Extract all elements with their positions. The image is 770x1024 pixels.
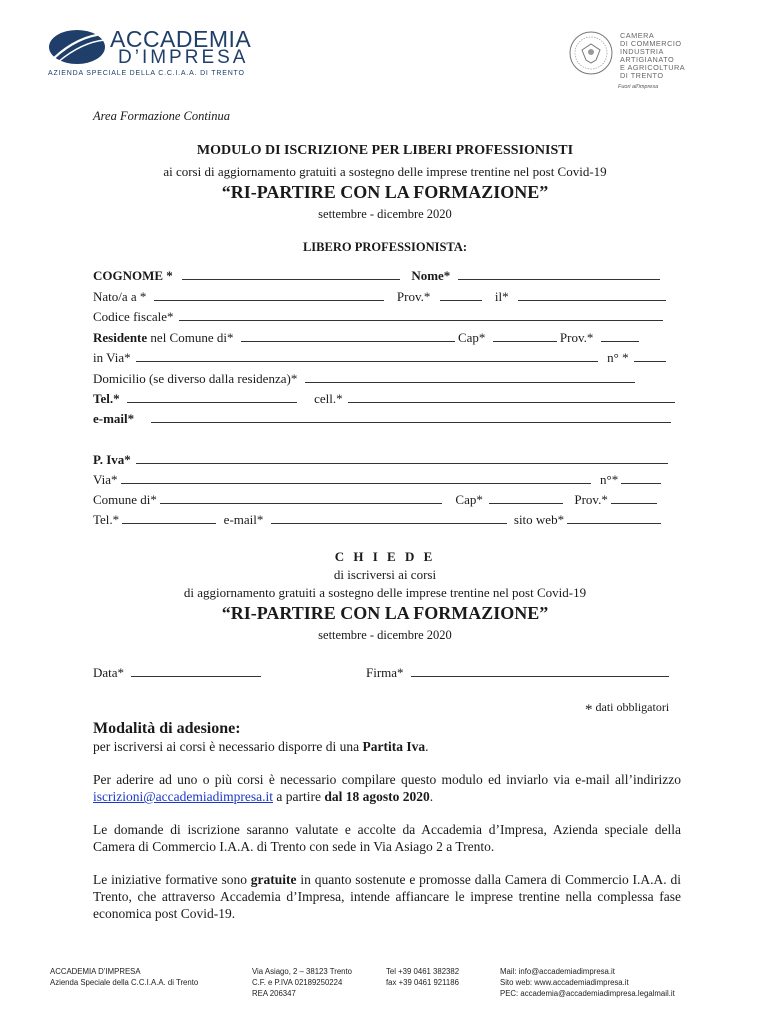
footer-pec[interactable]: PEC: accademia@accademiadimpresa.legalmail.it bbox=[500, 989, 675, 998]
data-label: Data* bbox=[93, 665, 125, 680]
obbligatori-text: dati obbligatori bbox=[595, 700, 670, 714]
chiede-line2: di aggiornamento gratuiti a sostegno delle imprese trentine nel post Covid-19 bbox=[183, 585, 587, 600]
data-field[interactable] bbox=[131, 665, 261, 677]
nato-field[interactable] bbox=[154, 289, 384, 301]
cap2-label: Cap* bbox=[455, 492, 483, 507]
modalita-p1: per iscriversi ai corsi è necessario disporre di una Partita Iva. bbox=[93, 739, 429, 754]
modalita-title: Modalità di adesione: bbox=[93, 720, 241, 737]
accademia-logo bbox=[48, 26, 252, 78]
il-label: il* bbox=[494, 289, 509, 304]
sito-label: sito web* bbox=[513, 512, 565, 527]
cognome-field[interactable] bbox=[182, 268, 400, 280]
dati-obbligatori-note bbox=[585, 700, 669, 719]
email2-field[interactable] bbox=[271, 512, 507, 524]
program-title: “RI-PARTIRE CON LA FORMAZIONE” bbox=[221, 182, 549, 202]
firma-field[interactable] bbox=[411, 665, 669, 677]
iscrizioni-email-link[interactable]: iscrizioni@accademiadimpresa.it bbox=[93, 789, 273, 804]
email2-label: e-mail* bbox=[223, 512, 264, 527]
form-row-cf bbox=[93, 309, 675, 325]
camera-text: CAMERA DI COMMERCIO INDUSTRIA ARTIGIANATO E AGRICOLTURA DI TRENTO bbox=[620, 31, 686, 80]
via-label: in Via* bbox=[93, 350, 131, 365]
chiede-line1: di iscriversi ai corsi bbox=[333, 567, 437, 582]
eagle-seal-icon bbox=[568, 30, 614, 76]
il-field[interactable] bbox=[518, 289, 666, 301]
prov2-label: Prov.* bbox=[559, 330, 594, 345]
data-row bbox=[93, 665, 293, 681]
form-row-cognome bbox=[93, 268, 675, 284]
tel-field[interactable] bbox=[127, 391, 297, 403]
comune2-label: Comune di* bbox=[93, 492, 157, 507]
prov-label: Prov.* bbox=[396, 289, 431, 304]
footer-website[interactable]: Sito web: www.accademiadimpresa.it bbox=[500, 978, 629, 987]
domicilio-field[interactable] bbox=[305, 371, 635, 383]
piva-field[interactable] bbox=[136, 452, 668, 464]
cell-field[interactable] bbox=[348, 391, 675, 403]
sito-field[interactable] bbox=[567, 512, 661, 524]
tel-label: Tel.* bbox=[93, 391, 120, 406]
chiede-heading: C H I E D E bbox=[334, 549, 436, 564]
numero2-label: n°* bbox=[600, 472, 619, 487]
residente-label: Residente bbox=[93, 330, 148, 345]
form-row-domicilio bbox=[93, 371, 675, 387]
prov3-label: Prov.* bbox=[574, 492, 608, 507]
domicilio-label: Domicilio (se diverso dalla residenza)* bbox=[93, 371, 298, 386]
form-row-tel bbox=[93, 391, 675, 407]
form-row-comune2 bbox=[93, 492, 675, 508]
comune2-field[interactable] bbox=[160, 492, 442, 504]
gratuite-text: gratuite bbox=[250, 872, 297, 887]
email-label: e-mail* bbox=[93, 411, 135, 426]
logo-word-impresa: D’IMPRESA bbox=[118, 47, 249, 68]
nome-label: Nome* bbox=[411, 268, 451, 283]
footer-mail[interactable]: Mail: info@accademiadimpresa.it bbox=[500, 967, 615, 976]
comune-field[interactable] bbox=[241, 330, 455, 342]
partita-iva-text: Partita Iva bbox=[362, 739, 426, 754]
page-title: MODULO DI ISCRIZIONE PER LIBERI PROFESSIONISTI bbox=[196, 143, 574, 158]
program-period: settembre - dicembre 2020 bbox=[318, 207, 452, 221]
firma-row bbox=[366, 665, 678, 681]
cap-field[interactable] bbox=[493, 330, 557, 342]
chiede-period: settembre - dicembre 2020 bbox=[318, 628, 452, 642]
accademia-logo-icon bbox=[48, 28, 106, 66]
footer-col-phone: Tel +39 0461 382382 fax +39 0461 921186 bbox=[386, 967, 460, 987]
form-row-nato bbox=[93, 289, 675, 305]
numero-field[interactable] bbox=[634, 350, 666, 362]
modalita-p3: Le domande di iscrizione saranno valutate e accolte da Accademia d’Impresa, Azienda speciale della Camera di Commercio I.A.A. di Trento con sede in Via Asiago 2 a Trento. bbox=[93, 822, 681, 854]
via2-label: Via* bbox=[93, 472, 118, 487]
form-row-tel2 bbox=[93, 512, 675, 528]
prov2-field[interactable] bbox=[601, 330, 639, 342]
footer-col-address: Via Asiago, 2 – 38123 Trento C.F. e P.IVA 02189250224 REA 206347 bbox=[252, 967, 352, 998]
modalita-p4: Le iniziative formative sono gratuite in quanto sostenute e promosse dalla Camera di Commercio I.A.A. di Trento, che attraverso Accademia d’Impresa, intende affiancare le imprese trentine nella complessa fase economica post Covid-19. bbox=[93, 872, 682, 921]
via-field[interactable] bbox=[136, 350, 598, 362]
tel2-label: Tel.* bbox=[93, 512, 120, 527]
cell-label: cell.* bbox=[314, 391, 343, 406]
email-field[interactable] bbox=[151, 411, 671, 423]
nome-field[interactable] bbox=[458, 268, 660, 280]
logo-word-accademia: ACCADEMIA bbox=[110, 26, 252, 52]
cap2-field[interactable] bbox=[489, 492, 563, 504]
start-date-text: dal 18 agosto 2020 bbox=[324, 789, 430, 804]
asterisk-icon: * bbox=[585, 702, 593, 718]
cf-field[interactable] bbox=[179, 309, 663, 321]
page-subtitle: ai corsi di aggiornamento gratuiti a sostegno delle imprese trentine nel post Covid-19 bbox=[163, 164, 607, 179]
section-libero-professionista: LIBERO PROFESSIONISTA: bbox=[302, 240, 468, 254]
prov3-field[interactable] bbox=[611, 492, 657, 504]
piva-label: P. Iva* bbox=[93, 452, 131, 467]
firma-label: Firma* bbox=[366, 665, 404, 680]
cap-label: Cap* bbox=[457, 330, 486, 345]
chiede-program: “RI-PARTIRE CON LA FORMAZIONE” bbox=[221, 603, 549, 623]
area-label: Area Formazione Continua bbox=[93, 109, 231, 123]
numero-label: n° * bbox=[607, 350, 629, 365]
nato-label: Nato/a a * bbox=[93, 289, 147, 304]
tel2-field[interactable] bbox=[122, 512, 216, 524]
numero2-field[interactable] bbox=[621, 472, 661, 484]
form-row-via2 bbox=[93, 472, 675, 488]
cognome-label: COGNOME * bbox=[93, 268, 173, 283]
camera-tagline: Fuori all'impresa bbox=[618, 84, 659, 90]
cf-label: Codice fiscale* bbox=[93, 309, 174, 324]
form-row-email bbox=[93, 411, 675, 427]
form-row-via bbox=[93, 350, 675, 366]
footer-col-contacts bbox=[500, 966, 675, 999]
via2-field[interactable] bbox=[121, 472, 591, 484]
footer-col-org: ACCADEMIA D’IMPRESA Azienda Speciale della C.C.I.A.A. di Trento bbox=[50, 967, 199, 987]
comune-label: nel Comune di* bbox=[147, 330, 234, 345]
prov-field[interactable] bbox=[440, 289, 482, 301]
camera-commercio-logo bbox=[568, 30, 718, 96]
modalita-p2: Per aderire ad uno o più corsi è necessario compilare questo modulo ed inviarlo via e-mail all’indirizzo iscrizioni@accademiadimpresa.it a partire dal 18 agosto 2020. bbox=[93, 772, 681, 804]
logo-subtitle: AZIENDA SPECIALE DELLA C.C.I.A.A. DI TRENTO bbox=[48, 70, 245, 77]
form-row-piva bbox=[93, 452, 675, 468]
form-row-residente bbox=[93, 330, 675, 346]
